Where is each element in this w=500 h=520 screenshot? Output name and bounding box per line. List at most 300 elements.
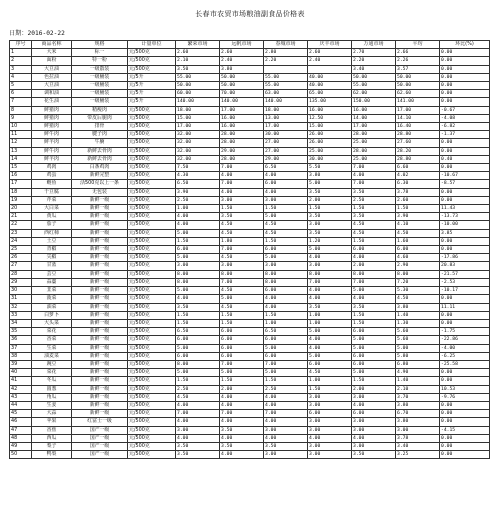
table-cell: 元/500克 (128, 410, 176, 418)
table-cell: 7.00 (308, 278, 352, 286)
table-cell: 元/500克 (128, 262, 176, 270)
table-cell: 65.00 (308, 90, 352, 98)
table-cell: 14.00 (352, 114, 396, 122)
table-cell: 元/500克 (128, 287, 176, 295)
table-cell: 蒜薹 (32, 278, 72, 286)
table-cell: 1.00 (308, 319, 352, 327)
table-cell: 5.00 (308, 180, 352, 188)
table-cell: 0.00 (440, 369, 490, 377)
table-cell: 3.78 (396, 188, 440, 196)
table-cell: 元/500克 (128, 221, 176, 229)
table-cell: 新鲜一级 (72, 270, 128, 278)
table-cell: 42 (10, 385, 32, 393)
table-cell: 30.00 (308, 155, 352, 163)
table-row (10, 311, 490, 319)
table-cell: 16.00 (220, 123, 264, 131)
table-cell: 7.00 (264, 360, 308, 368)
table-cell: 一级桶装 (72, 90, 128, 98)
table-cell: 62.00 (352, 90, 396, 98)
table-cell: 32.00 (176, 131, 220, 139)
table-row (10, 278, 490, 286)
table-row (10, 270, 490, 278)
table-cell: 2.26 (396, 57, 440, 65)
table-cell: 新鲜一级 (72, 221, 128, 229)
table-cell: 50.00 (220, 82, 264, 90)
table-cell: 3.00 (308, 401, 352, 409)
table-cell: 0.00 (440, 418, 490, 426)
table-cell: 4.00 (176, 213, 220, 221)
table-cell: 7.00 (220, 246, 264, 254)
table-cell: 0.00 (440, 295, 490, 303)
table-cell: 5.00 (176, 369, 220, 377)
table-row (10, 180, 490, 188)
table-cell: 5.00 (176, 254, 220, 262)
table-cell: 4.00 (176, 221, 220, 229)
table-cell: 1.50 (352, 311, 396, 319)
table-cell: 鲜羊肉 (32, 155, 72, 163)
table-cell: 元/5升 (128, 73, 176, 81)
table-cell: 2.66 (396, 49, 440, 57)
table-cell: 4.50 (220, 287, 264, 295)
table-cell: 茄子 (32, 221, 72, 229)
table-cell: 鸭梨 (32, 451, 72, 459)
table-cell: 新鲜一级 (72, 295, 128, 303)
table-cell: 8.00 (264, 270, 308, 278)
table-cell: 国产一级 (72, 451, 128, 459)
header-cell: 计量单位 (128, 41, 176, 49)
table-cell: 62.60 (396, 90, 440, 98)
table-cell: 无包装 (72, 188, 128, 196)
table-cell: 5.00 (352, 344, 396, 352)
table-cell: 3.00 (264, 196, 308, 204)
table-cell: 新鲜一级 (72, 344, 128, 352)
table-cell: 5.00 (220, 295, 264, 303)
table-cell: 4.00 (308, 254, 352, 262)
table-cell: 2.50 (264, 385, 308, 393)
table-cell: 40.00 (308, 82, 352, 90)
table-cell: 4.00 (220, 434, 264, 442)
table-cell: 7.00 (352, 180, 396, 188)
table-cell: 25.00 (308, 147, 352, 155)
table-cell: 调和油 (32, 90, 72, 98)
table-cell: 3.50 (176, 451, 220, 459)
table-cell: 7.00 (352, 164, 396, 172)
table-cell: 1.00 (264, 319, 308, 327)
table-cell: 元/500克 (128, 237, 176, 245)
table-cell: 标一 (72, 49, 128, 57)
table-cell: 4.50 (176, 393, 220, 401)
table-cell: 3.00 (308, 418, 352, 426)
table-cell: 46 (10, 418, 32, 426)
table-cell: 4.00 (352, 254, 396, 262)
table-cell: 8.00 (352, 270, 396, 278)
table-cell: 元/500克 (128, 131, 176, 139)
table-cell: 3.50 (220, 213, 264, 221)
table-cell: -10.67 (440, 172, 490, 180)
table-cell: 青椒 (32, 246, 72, 254)
table-cell: 3.00 (264, 451, 308, 459)
table-cell: 3.50 (264, 442, 308, 450)
table-cell: 29.00 (264, 155, 308, 163)
table-cell: 28.00 (352, 131, 396, 139)
table-cell: 1.40 (396, 311, 440, 319)
table-row (10, 237, 490, 245)
table-cell: 1.40 (396, 377, 440, 385)
table-cell: 6.00 (264, 336, 308, 344)
table-row (10, 319, 490, 327)
table-cell: 135.00 (308, 98, 352, 106)
table-cell: 0.00 (440, 90, 490, 98)
table-cell: 鸡肉 (32, 164, 72, 172)
table-cell: 8.00 (176, 278, 220, 286)
table-cell: 3.00 (308, 262, 352, 270)
header-cell: 商品名称 (32, 41, 72, 49)
table-cell: 鲜猪肉 (32, 123, 72, 131)
table-cell: 冬瓜 (32, 377, 72, 385)
table-cell: 4.50 (396, 229, 440, 237)
table-cell: 2.50 (176, 385, 220, 393)
table-cell: 4.00 (308, 344, 352, 352)
table-cell: 3.50 (176, 442, 220, 450)
table-row (10, 328, 490, 336)
table-cell: 6.00 (308, 410, 352, 418)
table-cell: 6.00 (352, 328, 396, 336)
table-cell: 5.00 (264, 344, 308, 352)
table-cell: 0.00 (440, 65, 490, 73)
table-cell: 2.60 (220, 49, 264, 57)
table-cell: 元/500克 (128, 205, 176, 213)
table-cell: 鲜羊肉 (32, 139, 72, 147)
table-cell: 1.50 (176, 237, 220, 245)
table-cell: 13.00 (264, 114, 308, 122)
table-cell: 1.50 (220, 319, 264, 327)
table-cell: 20 (10, 205, 32, 213)
table-cell: 3.80 (396, 303, 440, 311)
table-cell: 10.53 (440, 385, 490, 393)
table-cell: 0.00 (440, 434, 490, 442)
table-cell: 1.50 (220, 377, 264, 385)
table-cell: 5.00 (264, 213, 308, 221)
table-cell: 47 (10, 426, 32, 434)
table-cell: 3.00 (264, 426, 308, 434)
header-cell: 平均 (396, 41, 440, 49)
header-cell: 春城市场 (264, 41, 308, 49)
table-cell: 0.00 (440, 401, 490, 409)
table-cell: 3.00 (220, 262, 264, 270)
table-cell: 5.00 (264, 254, 308, 262)
table-cell: 55.00 (352, 82, 396, 90)
table-cell: 新鲜一级 (72, 278, 128, 286)
table-cell: 元/500克 (128, 123, 176, 131)
table-cell: 大豆油 (32, 82, 72, 90)
table-cell (308, 65, 352, 73)
table-cell: 1.50 (176, 319, 220, 327)
table-cell: 一级桶装 (72, 98, 128, 106)
table-cell: 4.50 (220, 303, 264, 311)
table-cell: 3.80 (396, 401, 440, 409)
table-cell: 0.00 (440, 139, 490, 147)
table-row (10, 401, 490, 409)
table-cell: 8.00 (176, 360, 220, 368)
table-row (10, 393, 490, 401)
table-cell: 1.50 (220, 311, 264, 319)
table-cell: 新鲜一级 (72, 262, 128, 270)
table-cell: 14.10 (396, 114, 440, 122)
table-cell: 元/500克 (128, 328, 176, 336)
table-cell: 5.00 (352, 336, 396, 344)
table-cell: 32.00 (176, 155, 220, 163)
table-cell: 4.00 (308, 295, 352, 303)
table-row (10, 73, 490, 81)
table-row (10, 139, 490, 147)
table-cell: 4.50 (220, 254, 264, 262)
table-cell: 元/500克 (128, 369, 176, 377)
table-cell: -10.17 (440, 287, 490, 295)
table-cell: 生菜 (32, 344, 72, 352)
table-cell: 3.00 (352, 426, 396, 434)
table-row (10, 377, 490, 385)
table-cell: 油菜 (32, 303, 72, 311)
table-cell: 22 (10, 221, 32, 229)
table-cell: 0.00 (440, 73, 490, 81)
table-cell: 土豆 (32, 237, 72, 245)
table-cell: 6.00 (176, 352, 220, 360)
table-cell: 红富士一级 (72, 418, 128, 426)
table-cell: 26 (10, 254, 32, 262)
table-cell: 6.00 (264, 246, 308, 254)
table-cell: 28.00 (352, 147, 396, 155)
table-cell: 新鲜一级 (72, 205, 128, 213)
table-cell: 新鲜一级 (72, 196, 128, 204)
table-cell: 25 (10, 246, 32, 254)
table-cell: 油麦菜 (32, 352, 72, 360)
table-cell: 新鲜去骨肉 (72, 155, 128, 163)
table-cell: 2.50 (176, 196, 220, 204)
table-cell (264, 65, 308, 73)
table-row (10, 287, 490, 295)
table-row (10, 426, 490, 434)
table-row (10, 352, 490, 360)
table-cell: 新鲜一级 (72, 303, 128, 311)
table-row (10, 418, 490, 426)
table-cell: 23 (10, 229, 32, 237)
table-cell: 新鲜一级 (72, 328, 128, 336)
table-cell: 4.00 (220, 172, 264, 180)
table-cell: 5.80 (396, 352, 440, 360)
table-cell: 7.20 (396, 278, 440, 286)
table-cell: 白条鸡肉 (72, 164, 128, 172)
table-cell: 鸡蛋 (32, 172, 72, 180)
table-cell: 12 (10, 139, 32, 147)
table-cell: 4.00 (264, 434, 308, 442)
table-cell: 1.50 (352, 237, 396, 245)
table-cell: -21.57 (440, 270, 490, 278)
table-cell: 3.00 (352, 418, 396, 426)
table-cell: 元/500克 (128, 303, 176, 311)
table-cell: 元/500克 (128, 229, 176, 237)
table-cell: 6.00 (352, 410, 396, 418)
table-cell: 3.00 (396, 426, 440, 434)
table-cell: 新鲜一级 (72, 360, 128, 368)
table-cell: 一级桶装 (72, 82, 128, 90)
table-cell: 0.00 (440, 410, 490, 418)
table-cell: 4.50 (264, 221, 308, 229)
table-cell: 4.00 (176, 295, 220, 303)
table-cell: 4.60 (396, 254, 440, 262)
table-cell: 元/500克 (128, 57, 176, 65)
table-row (10, 49, 490, 57)
table-cell: 1.50 (308, 385, 352, 393)
table-cell: 香蕉 (32, 426, 72, 434)
table-cell: 0.40 (440, 155, 490, 163)
table-row (10, 344, 490, 352)
table-cell: 7.00 (352, 278, 396, 286)
table-cell: 6.00 (308, 360, 352, 368)
table-cell: 元/500克 (128, 106, 176, 114)
table-cell: 4.00 (264, 401, 308, 409)
table-row (10, 254, 490, 262)
table-cell: 7 (10, 98, 32, 106)
table-cell: 27.00 (264, 147, 308, 155)
table-cell: -4.08 (440, 114, 490, 122)
table-cell: -8.57 (440, 180, 490, 188)
table-row (10, 196, 490, 204)
table-cell: 4.90 (396, 369, 440, 377)
table-cell: 55.00 (264, 82, 308, 90)
table-cell: 菜花 (32, 369, 72, 377)
table-cell: 7.00 (220, 360, 264, 368)
table-cell: 1.80 (220, 237, 264, 245)
table-cell: 3.00 (308, 451, 352, 459)
table-cell: 6.00 (352, 246, 396, 254)
table-row (10, 442, 490, 450)
table-cell: 6.70 (396, 410, 440, 418)
table-cell: 2.40 (220, 57, 264, 65)
table-cell: 40 (10, 369, 32, 377)
table-cell: 8.00 (396, 270, 440, 278)
table-cell: 11.43 (440, 205, 490, 213)
table-cell: 35 (10, 328, 32, 336)
table-cell: 17.00 (176, 123, 220, 131)
table-cell: 圆葱 (32, 385, 72, 393)
table-cell: 3.57 (396, 65, 440, 73)
table-cell: 西红柿 (32, 229, 72, 237)
table-cell: 6.00 (220, 328, 264, 336)
table-cell: 0.00 (440, 319, 490, 327)
table-cell: 18.00 (264, 106, 308, 114)
table-cell: 6.60 (396, 164, 440, 172)
table-cell: 元/500克 (128, 246, 176, 254)
table-cell: 48 (10, 434, 32, 442)
table-cell: 2 (10, 57, 32, 65)
table-cell: 5.50 (308, 164, 352, 172)
table-cell: 4.50 (396, 295, 440, 303)
table-cell: 3.40 (396, 442, 440, 450)
table-cell: 43 (10, 393, 32, 401)
table-cell: 32 (10, 303, 32, 311)
table-cell: 40.00 (308, 73, 352, 81)
table-cell: 6.00 (264, 352, 308, 360)
table-cell: 16.40 (396, 123, 440, 131)
table-cell: 西瓜 (32, 434, 72, 442)
table-cell: 4.00 (220, 451, 264, 459)
table-cell: 6.00 (352, 352, 396, 360)
table-cell: 3.50 (176, 65, 220, 73)
table-cell: 元/500克 (128, 451, 176, 459)
table-cell: 芸豆 (32, 270, 72, 278)
table-cell: 3.50 (308, 229, 352, 237)
table-cell: 28.80 (396, 131, 440, 139)
table-cell: 元/500克 (128, 385, 176, 393)
table-row (10, 82, 490, 90)
table-cell: 菜花 (32, 328, 72, 336)
table-cell: 元/500克 (128, 401, 176, 409)
table-cell: 2.40 (308, 57, 352, 65)
table-cell: 1.50 (352, 205, 396, 213)
table-cell: 6 (10, 90, 32, 98)
table-cell: 新鲜一级 (72, 229, 128, 237)
table-cell: 元/500克 (128, 172, 176, 180)
table-cell: 18.00 (176, 106, 220, 114)
table-cell: 6.00 (176, 246, 220, 254)
table-cell: 4.00 (352, 401, 396, 409)
table-cell: 元/500克 (128, 164, 176, 172)
table-cell: 3.50 (352, 451, 396, 459)
table-cell: 8.00 (220, 270, 264, 278)
table-cell: 豌豆 (32, 360, 72, 368)
table-cell: 27.00 (264, 139, 308, 147)
table-cell: 16.00 (308, 106, 352, 114)
table-cell: 7.50 (176, 164, 220, 172)
table-cell: 11.11 (440, 303, 490, 311)
table-cell: -2.53 (440, 278, 490, 286)
table-row (10, 65, 490, 73)
table-cell: 6.50 (176, 328, 220, 336)
table-cell: 4.00 (176, 401, 220, 409)
table-cell: 7.00 (220, 164, 264, 172)
table-cell: 16.00 (220, 114, 264, 122)
table-row (10, 336, 490, 344)
table-cell: 5.00 (352, 369, 396, 377)
table-cell: 17.00 (264, 123, 308, 131)
table-cell: 8.00 (176, 270, 220, 278)
table-cell: 4.10 (396, 221, 440, 229)
table-cell: 6.00 (176, 336, 220, 344)
table-cell: 元/500克 (128, 49, 176, 57)
table-cell: 3.00 (308, 442, 352, 450)
table-cell: 元/500克 (128, 311, 176, 319)
table-cell: 元/500克 (128, 155, 176, 163)
table-cell: 2.50 (352, 196, 396, 204)
table-cell: 3.50 (220, 426, 264, 434)
table-cell: 0.00 (440, 451, 490, 459)
table-cell: 0.00 (440, 442, 490, 450)
table-cell: 28.20 (396, 147, 440, 155)
table-cell: 花生油 (32, 98, 72, 106)
table-row (10, 246, 490, 254)
table-cell: 34 (10, 319, 32, 327)
table-cell: 6.50 (264, 328, 308, 336)
table-cell: 梨子 (32, 442, 72, 450)
table-row (10, 57, 490, 65)
table-cell: 41 (10, 377, 32, 385)
table-cell: 3.00 (308, 426, 352, 434)
table-cell: 2.00 (352, 262, 396, 270)
table-cell: 28.00 (220, 131, 264, 139)
table-cell: 4.00 (264, 418, 308, 426)
table-cell: 面粉 (32, 57, 72, 65)
table-cell: 腱子肉 (72, 131, 128, 139)
